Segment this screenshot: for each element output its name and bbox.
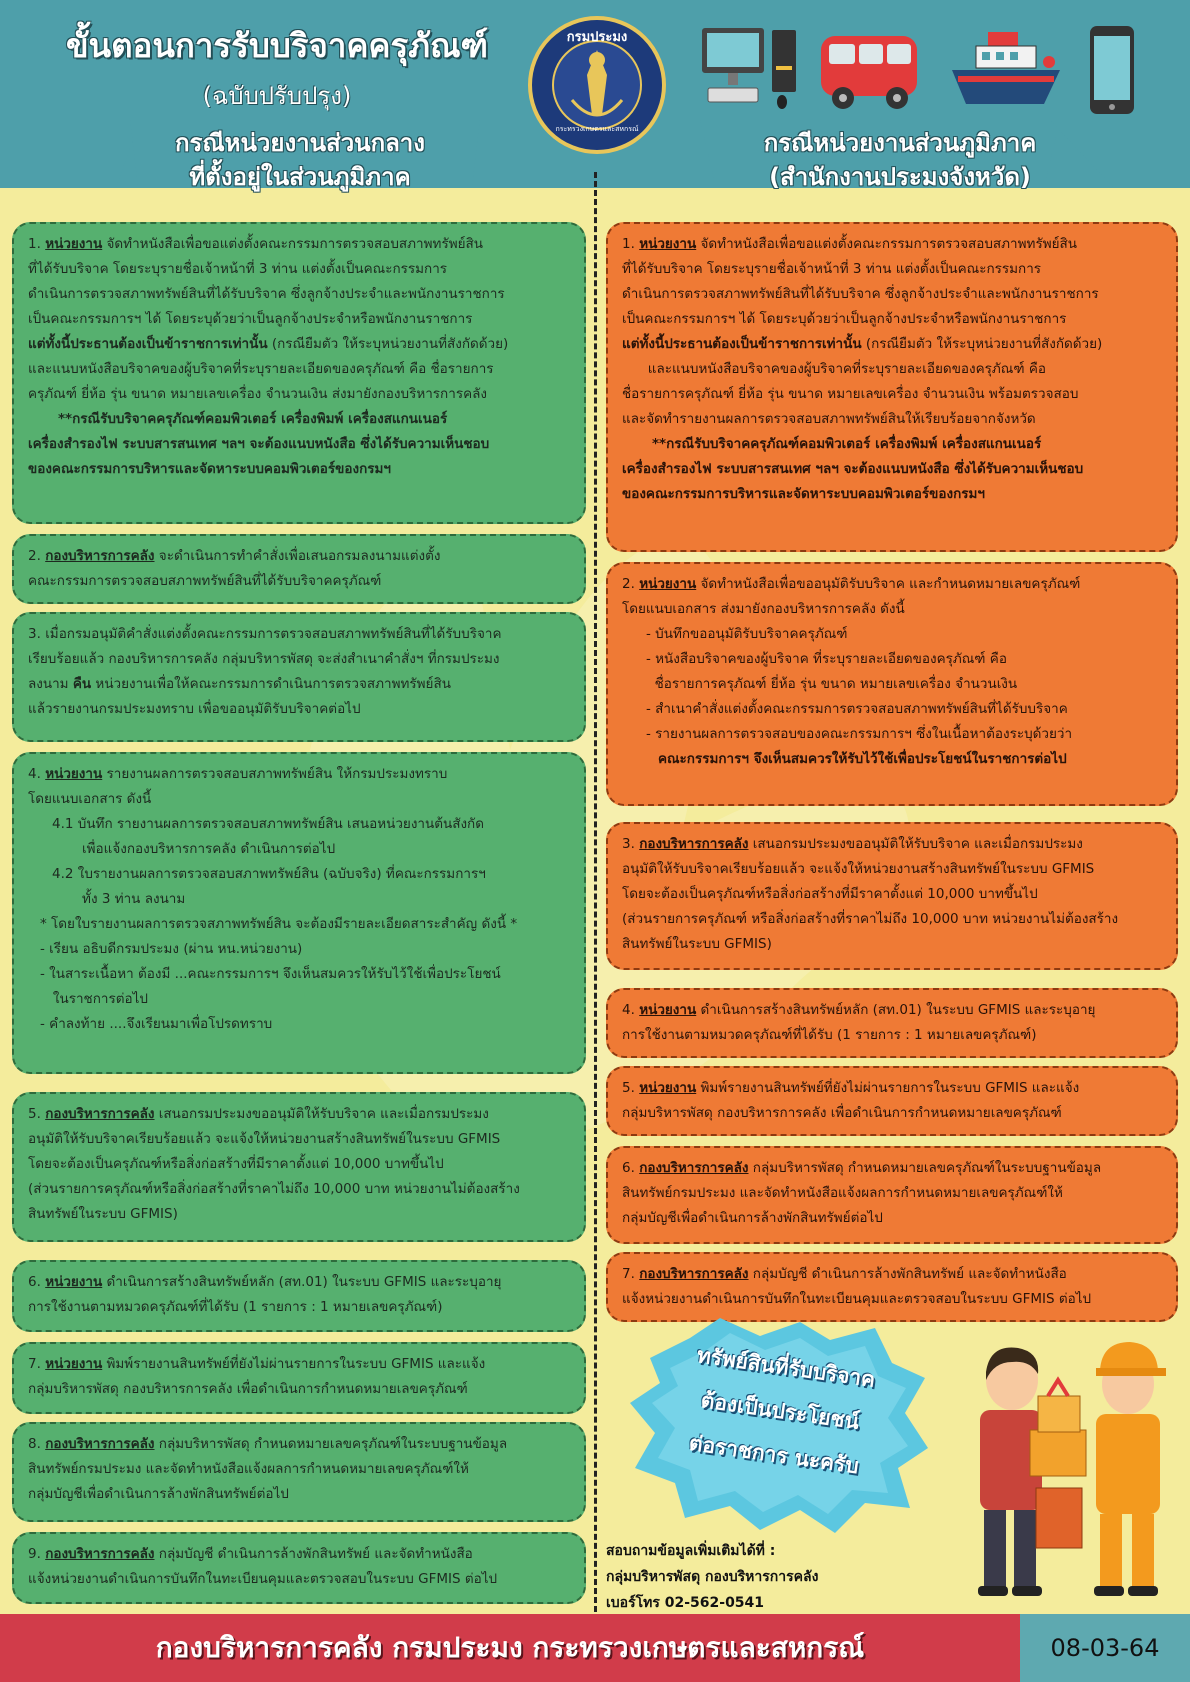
right-step-5: 5. หน่วยงาน พิมพ์รายงานสินทรัพย์ที่ยังไม่ผ่านรายการในระบบ GFMIS และแจ้ง กลุ่มบริหารพัสดุ กองบริหารการคลัง เพื่อดำเนินการกำหนดหมายเลขครุภัณฑ์ — [606, 1066, 1178, 1136]
left-step-2: 2. กองบริหารการคลัง จะดำเนินการทำคำสั่งเพื่อเสนอกรมลงนามแต่งตั้ง คณะกรรมการตรวจสอบสภาพทรัพย์สินที่ได้รับบริจาคครุภัณฑ์ — [12, 534, 586, 604]
right-section-title: กรณีหน่วยงานส่วนภูมิภาค (สำนักงานประมงจังหวัด) — [763, 129, 1037, 191]
left-step-7: 7. หน่วยงาน พิมพ์รายงานสินทรัพย์ที่ยังไม่ผ่านรายการในระบบ GFMIS และแจ้ง กลุ่มบริหารพัสดุ กองบริหารการคลัง เพื่อดำเนินการกำหนดหมายเลขครุภัณฑ์ — [12, 1342, 586, 1414]
smartphone-icon — [1088, 24, 1138, 119]
left-step-3: 3. เมื่อกรมอนุมัติคำสั่งแต่งตั้งคณะกรรมการตรวจสอบสภาพทรัพย์สินที่ได้รับบริจาค เรียบร้อยแล้ว กองบริหารการคลัง กลุ่มบริหารพัสดุ จะส่งสำเนาคำสั่งฯ ที่กรมประมง ลงนาม คืน หน่วยงานเพื่อให้คณะกรรมการดำเนินการตรวจสภาพทรัพย์สิน แล้วรายงานกรมประมงทราบ เพื่อขออนุมัติรับบริจาคต่อไป — [12, 612, 586, 742]
right-step-1: 1. หน่วยงาน จัดทำหนังสือเพื่อขอแต่งตั้งคณะกรรมการตรวจสอบสภาพทรัพย์สิน ที่ได้รับบริจาค โดยระบุรายชื่อเจ้าหน้าที่ 3 ท่าน แต่งตั้งเป็นคณะกรรมการ ดำเนินการตรวจสภาพทรัพย์สินที่ได้รับบริจาค ซึ่งลูกจ้างประจำและพนักงานราชการ เป็นคณะกรรมการฯ ได้ โดยระบุด้วยว่าเป็นลูกจ้างประจำหรือพนักงานราชการ แต่ทั้งนี้ประธานต้องเป็นข้าราชการเท่านั้น (กรณียืมตัว ให้ระบุหน่วยงานที่สังกัดด้วย) และแนบหนังสือบริจาคของผู้บริจาคที่ระบุรายละเอียดของครุภัณฑ์ คือ ชื่อรายการครุภัณฑ์ ยี่ห้อ รุ่น ขนาด หมายเลขเครื่อง จำนวนเงิน พร้อมตรวจสอบ และจัดทำรายงานผลการตรวจสอบสภาพทรัพย์สินให้เรียบร้อยจากจังหวัด **กรณีรับบริจาคครุภัณฑ์คอมพิวเตอร์ เครื่องพิมพ์ เครื่องสแกนเนอร์ เครื่องสำรองไฟ ระบบสารสนเทศ ฯลฯ จะต้องแนบหนังสือ ซึ่งได้รับความเห็นชอบ ของคณะกรรมการบริหารและจัดหาระบบคอมพิวเตอร์ของกรมฯ — [606, 222, 1178, 552]
logo-text-bottom: กระทรวงเกษตรและสหกรณ์ — [555, 125, 639, 133]
step-lead: หน่วยงาน — [45, 236, 103, 252]
right-step-2: 2. หน่วยงาน จัดทำหนังสือเพื่อขออนุมัติรับบริจาค และกำหนดหมายเลขครุภัณฑ์ โดยแนบเอกสาร ส่งมายังกองบริหารการคลัง ดังนี้ - บันทึกขออนุมัติรับบริจาคครุภัณฑ์ - หนังสือบริจาคของผู้บริจาค ที่ระบุรายละเอียดของครุภัณฑ์ คือ ชื่อรายการครุภัณฑ์ ยี่ห้อ รุ่น ขนาด หมายเลขเครื่อง จำนวนเงิน - สำเนาคำสั่งแต่งตั้งคณะกรรมการตรวจสอบสภาพทรัพย์สินที่ได้รับบริจาค - รายงานผลการตรวจสอบของคณะกรรมการฯ ซึ่งในเนื้อหาต้องระบุด้วยว่า คณะกรรมการฯ จึงเห็นสมควรให้รับไว้ใช้เพื่อประโยชน์ในราชการต่อไป — [606, 562, 1178, 806]
right-step-7: 7. กองบริหารการคลัง กลุ่มบัญชี ดำเนินการล้างพักสินทรัพย์ และจัดทำหนังสือ แจ้งหน่วยงานดำเนินการบันทึกในทะเบียนคุมและตรวจสอบในระบบ GFMIS ต่อไป — [606, 1252, 1178, 1322]
right-step-3: 3. กองบริหารการคลัง เสนอกรมประมงขออนุมัติให้รับบริจาค และเมื่อกรมประมง อนุมัติให้รับบริจาคเรียบร้อยแล้ว จะแจ้งให้หน่วยงานสร้างสินทรัพย์ในระบบ GFMIS โดยจะต้องเป็นครุภัณฑ์หรือสิ่งก่อสร้างที่มีราคาตั้งแต่ 10,000 บาทขึ้นไป (ส่วนรายการครุภัณฑ์ หรือสิ่งก่อสร้างที่ราคาไม่ถึง 10,000 บาท หน่วยงานไม่ต้องสร้าง สินทรัพย์ในระบบ GFMIS) — [606, 822, 1178, 970]
footer-organization: กองบริหารการคลัง กรมประมง กระทรวงเกษตรและสหกรณ์ — [0, 1614, 1020, 1682]
left-step-5: 5. กองบริหารการคลัง เสนอกรมประมงขออนุมัติให้รับบริจาค และเมื่อกรมประมง อนุมัติให้รับบริจาคเรียบร้อยแล้ว จะแจ้งให้หน่วยงานสร้างสินทรัพย์ในระบบ GFMIS โดยจะต้องเป็นครุภัณฑ์หรือสิ่งก่อสร้างที่มีราคาตั้งแต่ 10,000 บาทขึ้นไป (ส่วนรายการครุภัณฑ์หรือสิ่งก่อสร้างที่ราคาไม่ถึง 10,000 บาท หน่วยงานไม่ต้องสร้าง สินทรัพย์ในระบบ GFMIS) — [12, 1092, 586, 1242]
left-section-title: กรณีหน่วยงานส่วนกลาง ที่ตั้งอยู่ในส่วนภูมิภาค — [174, 129, 426, 191]
contact-info: สอบถามข้อมูลเพิ่มเติมได้ที่ : กลุ่มบริหารพัสดุ กองบริหารการคลัง เบอร์โทร 02-562-0541 — [606, 1543, 819, 1611]
footer-date: 08-03-64 — [1020, 1614, 1190, 1682]
left-step-8: 8. กองบริหารการคลัง กลุ่มบริหารพัสดุ กำหนดหมายเลขครุภัณฑ์ในระบบฐานข้อมูล สินทรัพย์กรมประมง และจัดทำหนังสือแจ้งผลการกำหนดหมายเลขครุภัณฑ์ให้ กลุ่มบัญชีเพื่อดำเนินการล้างพักสินทรัพย์ต่อไป — [12, 1422, 586, 1522]
car-icon — [815, 30, 925, 115]
left-step-9: 9. กองบริหารการคลัง กลุ่มบัญชี ดำเนินการล้างพักสินทรัพย์ และจัดทำหนังสือ แจ้งหน่วยงานดำเนินการบันทึกในทะเบียนคุมและตรวจสอบในระบบ GFMIS ต่อไป — [12, 1532, 586, 1604]
left-step-1: 1. หน่วยงาน จัดทำหนังสือเพื่อขอแต่งตั้งคณะกรรมการตรวจสอบสภาพทรัพย์สิน ที่ได้รับบริจาค โดยระบุรายชื่อเจ้าหน้าที่ 3 ท่าน แต่งตั้งเป็นคณะกรรมการ ดำเนินการตรวจสภาพทรัพย์สินที่ได้รับบริจาค ซึ่งลูกจ้างประจำและพนักงานราชการ เป็นคณะกรรมการฯ ได้ โดยระบุด้วยว่าเป็นลูกจ้างประจำหรือพนักงานราชการ แต่ทั้งนี้ประธานต้องเป็นข้าราชการเท่านั้น (กรณียืมตัว ให้ระบุหน่วยงานที่สังกัดด้วย) และแนบหนังสือบริจาคของผู้บริจาคที่ระบุรายละเอียดของครุภัณฑ์ คือ ชื่อรายการ ครุภัณฑ์ ยี่ห้อ รุ่น ขนาด หมายเลขเครื่อง จำนวนเงิน ส่งมายังกองบริหารการคลัง **กรณีรับบริจาคครุภัณฑ์คอมพิวเตอร์ เครื่องพิมพ์ เครื่องสแกนเนอร์ เครื่องสำรองไฟ ระบบสารสนเทศ ฯลฯ จะต้องแนบหนังสือ ซึ่งได้รับความเห็นชอบ ของคณะกรรมการบริหารและจัดหาระบบคอมพิวเตอร์ของกรมฯ — [12, 222, 586, 524]
logo-text-top: กรมประมง — [566, 30, 628, 45]
ship-icon — [948, 26, 1068, 116]
page-title: ขั้นตอนการรับบริจาคครุภัณฑ์ — [65, 26, 488, 65]
donation-people-icon — [960, 1340, 1185, 1610]
department-logo — [528, 16, 666, 154]
left-step-6: 6. หน่วยงาน ดำเนินการสร้างสินทรัพย์หลัก (สท.01) ในระบบ GFMIS และระบุอายุ การใช้งานตามหมวดครุภัณฑ์ที่ได้รับ (1 รายการ : 1 หมายเลขครุภัณฑ์) — [12, 1260, 586, 1332]
computer-icon — [700, 26, 800, 111]
right-step-6: 6. กองบริหารการคลัง กลุ่มบริหารพัสดุ กำหนดหมายเลขครุภัณฑ์ในระบบฐานข้อมูล สินทรัพย์กรมประมง และจัดทำหนังสือแจ้งผลการกำหนดหมายเลขครุภัณฑ์ให้ กลุ่มบัญชีเพื่อดำเนินการล้างพักสินทรัพย์ต่อไป — [606, 1146, 1178, 1244]
left-step-4: 4. หน่วยงาน รายงานผลการตรวจสอบสภาพทรัพย์สิน ให้กรมประมงทราบ โดยแนบเอกสาร ดังนี้ 4.1 บันทึก รายงานผลการตรวจสอบสภาพทรัพย์สิน เสนอหน่วยงานต้นสังกัด เพื่อแจ้งกองบริหารการคลัง ดำเนินการต่อไป 4.2 ใบรายงานผลการตรวจสอบสภาพทรัพย์สิน (ฉบับจริง) ที่คณะกรรมการฯ ทั้ง 3 ท่าน ลงนาม * โดยใบรายงานผลการตรวจสภาพทรัพย์สิน จะต้องมีรายละเอียดสาระสำคัญ ดังนี้ * - เรียน อธิบดีกรมประมง (ผ่าน หน.หน่วยงาน) - ในสาระเนื้อหา ต้องมี ...คณะกรรมการฯ จึงเห็นสมควรให้รับไว้ใช้เพื่อประโยชน์ ในราชการต่อไป - คำลงท้าย ....จึงเรียนมาเพื่อโปรดทราบ — [12, 752, 586, 1074]
page-subtitle: (ฉบับปรับปรุง) — [202, 82, 352, 110]
right-step-4: 4. หน่วยงาน ดำเนินการสร้างสินทรัพย์หลัก (สท.01) ในระบบ GFMIS และระบุอายุ การใช้งานตามหมวดครุภัณฑ์ที่ได้รับ (1 รายการ : 1 หมายเลขครุภัณฑ์) — [606, 988, 1178, 1058]
column-divider — [594, 172, 597, 1612]
burst-message: ทรัพย์สินที่รับบริจาค ต้องเป็นประโยชน์ ต่อราชการ นะครับ — [687, 1343, 877, 1479]
